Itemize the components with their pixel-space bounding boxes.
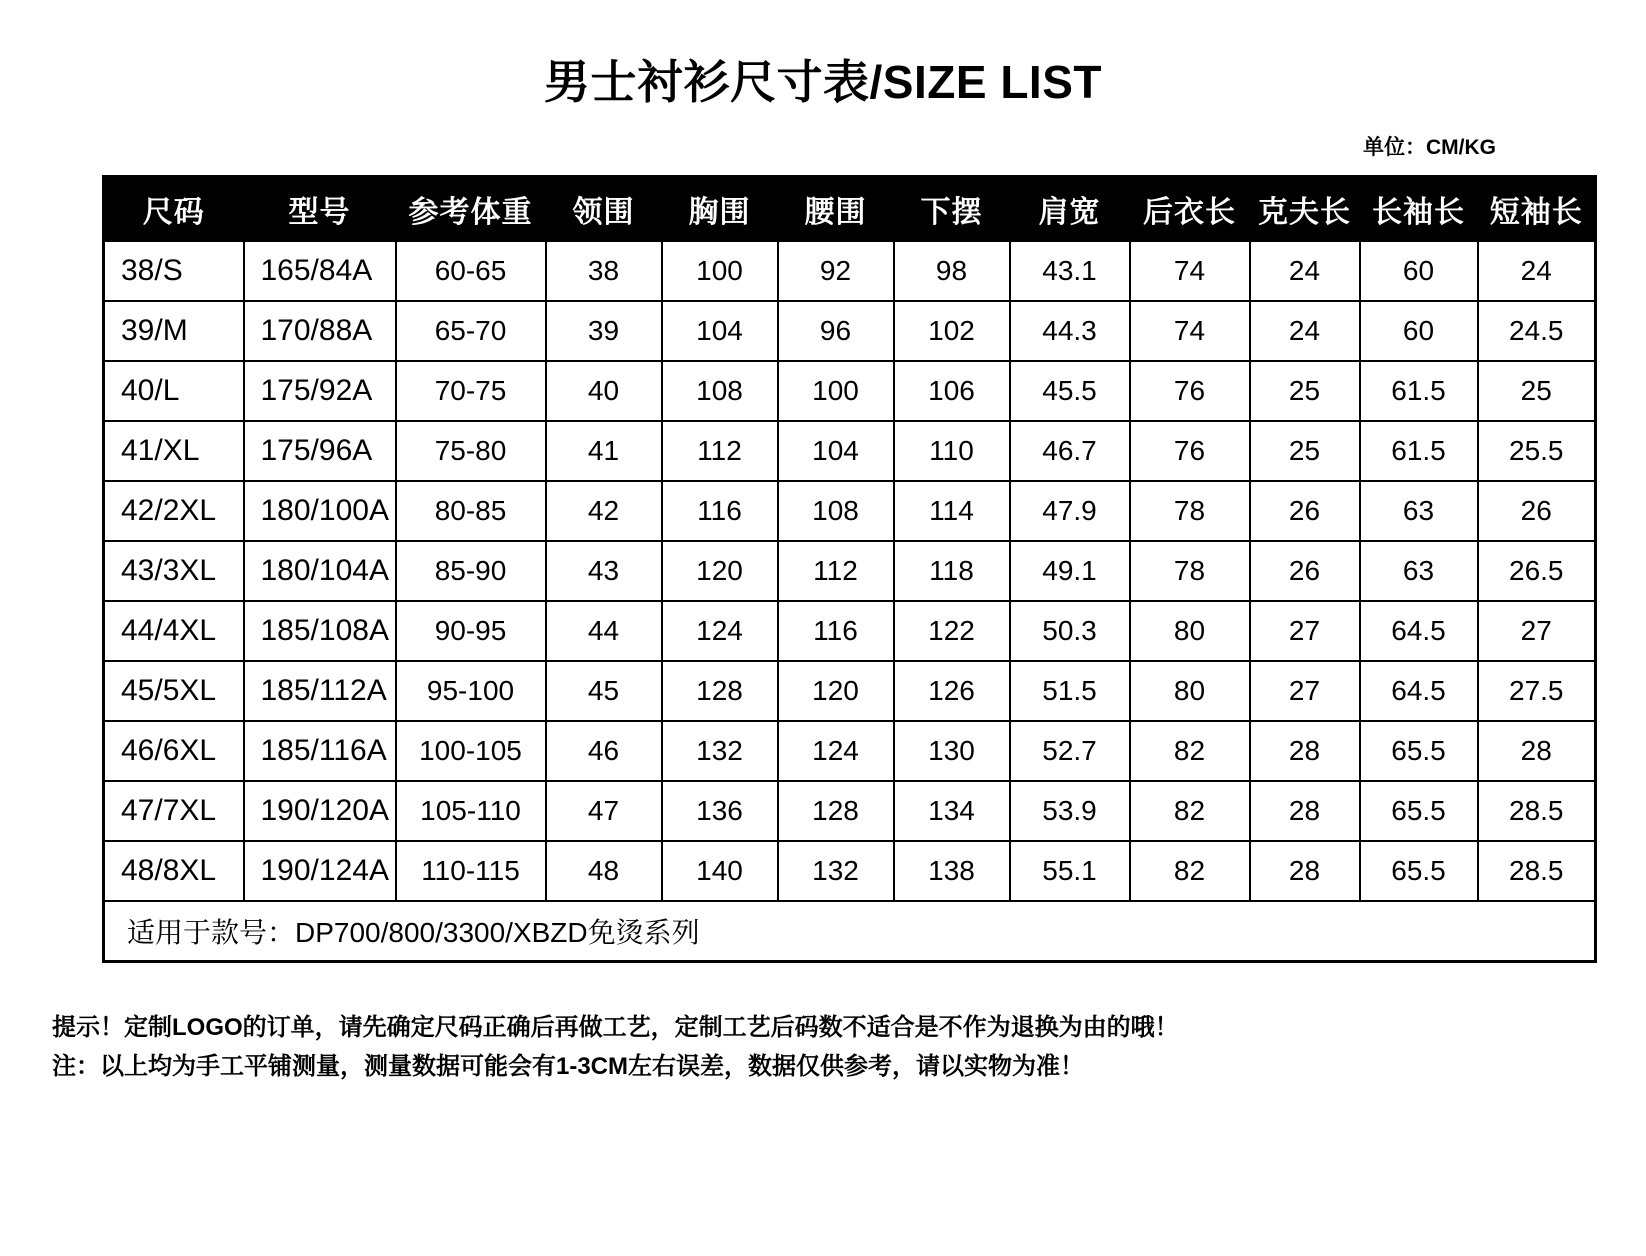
cell-chest: 116: [662, 481, 778, 541]
cell-weight: 95-100: [396, 661, 546, 721]
cell-collar: 45: [546, 661, 662, 721]
footnotes: [0, 1009, 1646, 1087]
cell-weight: 100-105: [396, 721, 546, 781]
cell-hem: 138: [894, 841, 1010, 901]
cell-cuff: 28: [1250, 721, 1360, 781]
cell-shortsleeve: 25.5: [1478, 421, 1596, 481]
column-header-waist: 腰围: [778, 176, 894, 241]
size-table-container: [102, 175, 1583, 963]
cell-longsleeve: 61.5: [1360, 421, 1478, 481]
cell-shoulder: 51.5: [1010, 661, 1130, 721]
cell-chest: 100: [662, 241, 778, 301]
cell-weight: 80-85: [396, 481, 546, 541]
table-row: [104, 481, 1596, 541]
cell-collar: 47: [546, 781, 662, 841]
cell-waist: 132: [778, 841, 894, 901]
cell-model: 190/124A: [244, 841, 396, 901]
cell-backlength: 82: [1130, 781, 1250, 841]
cell-chest: 140: [662, 841, 778, 901]
cell-collar: 38: [546, 241, 662, 301]
cell-cuff: 27: [1250, 601, 1360, 661]
cell-backlength: 80: [1130, 601, 1250, 661]
cell-shoulder: 44.3: [1010, 301, 1130, 361]
cell-longsleeve: 61.5: [1360, 361, 1478, 421]
cell-chest: 108: [662, 361, 778, 421]
cell-chest: 112: [662, 421, 778, 481]
cell-shortsleeve: 25: [1478, 361, 1596, 421]
cell-size: 42/2XL: [104, 481, 244, 541]
cell-model: 175/96A: [244, 421, 396, 481]
cell-model: 165/84A: [244, 241, 396, 301]
cell-collar: 42: [546, 481, 662, 541]
cell-hem: 122: [894, 601, 1010, 661]
cell-size: 41/XL: [104, 421, 244, 481]
cell-cuff: 28: [1250, 841, 1360, 901]
cell-size: 43/3XL: [104, 541, 244, 601]
cell-weight: 70-75: [396, 361, 546, 421]
cell-waist: 108: [778, 481, 894, 541]
column-header-shoulder: 肩宽: [1010, 176, 1130, 241]
table-header: [104, 176, 1596, 241]
cell-shortsleeve: 27: [1478, 601, 1596, 661]
cell-collar: 48: [546, 841, 662, 901]
cell-shortsleeve: 24.5: [1478, 301, 1596, 361]
cell-shoulder: 45.5: [1010, 361, 1130, 421]
footnote-tip: 提示！定制LOGO的订单，请先确定尺码正确后再做工艺，定制工艺后码数不适合是不作为退换为由的哦！: [52, 1013, 1179, 1041]
table-row: [104, 241, 1596, 301]
cell-model: 190/120A: [244, 781, 396, 841]
column-header-model: 型号: [244, 176, 396, 241]
table-body: [104, 241, 1596, 962]
cell-waist: 128: [778, 781, 894, 841]
cell-shoulder: 49.1: [1010, 541, 1130, 601]
cell-collar: 44: [546, 601, 662, 661]
cell-backlength: 74: [1130, 301, 1250, 361]
cell-hem: 98: [894, 241, 1010, 301]
cell-chest: 124: [662, 601, 778, 661]
cell-longsleeve: 60: [1360, 241, 1478, 301]
table-row: [104, 841, 1596, 901]
column-header-size: 尺码: [104, 176, 244, 241]
cell-model: 185/108A: [244, 601, 396, 661]
cell-chest: 104: [662, 301, 778, 361]
applicable-models-note: 适用于款号：DP700/800/3300/XBZD免烫系列: [104, 901, 1596, 962]
table-row: [104, 421, 1596, 481]
cell-waist: 112: [778, 541, 894, 601]
cell-shoulder: 46.7: [1010, 421, 1130, 481]
cell-size: 47/7XL: [104, 781, 244, 841]
cell-hem: 102: [894, 301, 1010, 361]
column-header-hem: 下摆: [894, 176, 1010, 241]
table-row: [104, 361, 1596, 421]
cell-chest: 128: [662, 661, 778, 721]
footnote-measurement: 注：以上均为手工平铺测量，测量数据可能会有1-3CM左右误差，数据仅供参考，请以实物为准！: [52, 1052, 1085, 1080]
table-row: [104, 661, 1596, 721]
cell-longsleeve: 65.5: [1360, 841, 1478, 901]
cell-cuff: 28: [1250, 781, 1360, 841]
cell-shoulder: 52.7: [1010, 721, 1130, 781]
table-row: [104, 301, 1596, 361]
cell-longsleeve: 65.5: [1360, 721, 1478, 781]
cell-shortsleeve: 26: [1478, 481, 1596, 541]
cell-shortsleeve: 24: [1478, 241, 1596, 301]
column-header-weight: 参考体重: [396, 176, 546, 241]
cell-backlength: 80: [1130, 661, 1250, 721]
cell-cuff: 27: [1250, 661, 1360, 721]
cell-shoulder: 55.1: [1010, 841, 1130, 901]
cell-collar: 43: [546, 541, 662, 601]
cell-backlength: 78: [1130, 481, 1250, 541]
cell-backlength: 74: [1130, 241, 1250, 301]
header-row: [104, 176, 1596, 241]
table-row: [104, 601, 1596, 661]
table-footer-row: [104, 901, 1596, 962]
cell-size: 38/S: [104, 241, 244, 301]
cell-chest: 120: [662, 541, 778, 601]
cell-waist: 96: [778, 301, 894, 361]
cell-hem: 118: [894, 541, 1010, 601]
cell-waist: 92: [778, 241, 894, 301]
column-header-collar: 领围: [546, 176, 662, 241]
cell-model: 180/100A: [244, 481, 396, 541]
unit-note: 单位：CM/KG: [1363, 135, 1496, 159]
cell-longsleeve: 63: [1360, 541, 1478, 601]
cell-chest: 132: [662, 721, 778, 781]
cell-model: 170/88A: [244, 301, 396, 361]
cell-weight: 105-110: [396, 781, 546, 841]
table-row: [104, 721, 1596, 781]
cell-backlength: 76: [1130, 421, 1250, 481]
cell-weight: 65-70: [396, 301, 546, 361]
cell-hem: 126: [894, 661, 1010, 721]
cell-shoulder: 43.1: [1010, 241, 1130, 301]
cell-longsleeve: 63: [1360, 481, 1478, 541]
cell-waist: 104: [778, 421, 894, 481]
table-row: [104, 781, 1596, 841]
cell-hem: 110: [894, 421, 1010, 481]
cell-cuff: 25: [1250, 421, 1360, 481]
cell-backlength: 76: [1130, 361, 1250, 421]
cell-cuff: 24: [1250, 301, 1360, 361]
column-header-shortsleeve: 短袖长: [1478, 176, 1596, 241]
cell-shortsleeve: 27.5: [1478, 661, 1596, 721]
cell-cuff: 25: [1250, 361, 1360, 421]
cell-shortsleeve: 28.5: [1478, 781, 1596, 841]
cell-size: 40/L: [104, 361, 244, 421]
cell-cuff: 26: [1250, 541, 1360, 601]
cell-collar: 41: [546, 421, 662, 481]
cell-waist: 116: [778, 601, 894, 661]
size-table: [102, 175, 1597, 963]
cell-size: 44/4XL: [104, 601, 244, 661]
page-title: 男士衬衫尺寸表/SIZE LIST: [544, 56, 1102, 108]
cell-model: 175/92A: [244, 361, 396, 421]
cell-hem: 134: [894, 781, 1010, 841]
cell-shoulder: 47.9: [1010, 481, 1130, 541]
cell-hem: 130: [894, 721, 1010, 781]
cell-collar: 46: [546, 721, 662, 781]
cell-longsleeve: 60: [1360, 301, 1478, 361]
cell-weight: 110-115: [396, 841, 546, 901]
cell-size: 45/5XL: [104, 661, 244, 721]
cell-model: 180/104A: [244, 541, 396, 601]
cell-shortsleeve: 26.5: [1478, 541, 1596, 601]
cell-cuff: 24: [1250, 241, 1360, 301]
cell-model: 185/116A: [244, 721, 396, 781]
cell-hem: 114: [894, 481, 1010, 541]
cell-longsleeve: 64.5: [1360, 601, 1478, 661]
cell-weight: 85-90: [396, 541, 546, 601]
cell-backlength: 82: [1130, 841, 1250, 901]
cell-shortsleeve: 28.5: [1478, 841, 1596, 901]
cell-shortsleeve: 28: [1478, 721, 1596, 781]
column-header-cuff: 克夫长: [1250, 176, 1360, 241]
cell-model: 185/112A: [244, 661, 396, 721]
cell-size: 48/8XL: [104, 841, 244, 901]
cell-weight: 60-65: [396, 241, 546, 301]
cell-shoulder: 50.3: [1010, 601, 1130, 661]
cell-waist: 100: [778, 361, 894, 421]
cell-size: 46/6XL: [104, 721, 244, 781]
column-header-longsleeve: 长袖长: [1360, 176, 1478, 241]
cell-waist: 124: [778, 721, 894, 781]
cell-collar: 40: [546, 361, 662, 421]
cell-shoulder: 53.9: [1010, 781, 1130, 841]
size-chart-page: [0, 56, 1646, 1256]
cell-hem: 106: [894, 361, 1010, 421]
cell-weight: 90-95: [396, 601, 546, 661]
cell-cuff: 26: [1250, 481, 1360, 541]
cell-backlength: 78: [1130, 541, 1250, 601]
cell-size: 39/M: [104, 301, 244, 361]
cell-longsleeve: 65.5: [1360, 781, 1478, 841]
column-header-backlength: 后衣长: [1130, 176, 1250, 241]
cell-backlength: 82: [1130, 721, 1250, 781]
cell-weight: 75-80: [396, 421, 546, 481]
cell-chest: 136: [662, 781, 778, 841]
cell-waist: 120: [778, 661, 894, 721]
table-row: [104, 541, 1596, 601]
column-header-chest: 胸围: [662, 176, 778, 241]
cell-collar: 39: [546, 301, 662, 361]
cell-longsleeve: 64.5: [1360, 661, 1478, 721]
